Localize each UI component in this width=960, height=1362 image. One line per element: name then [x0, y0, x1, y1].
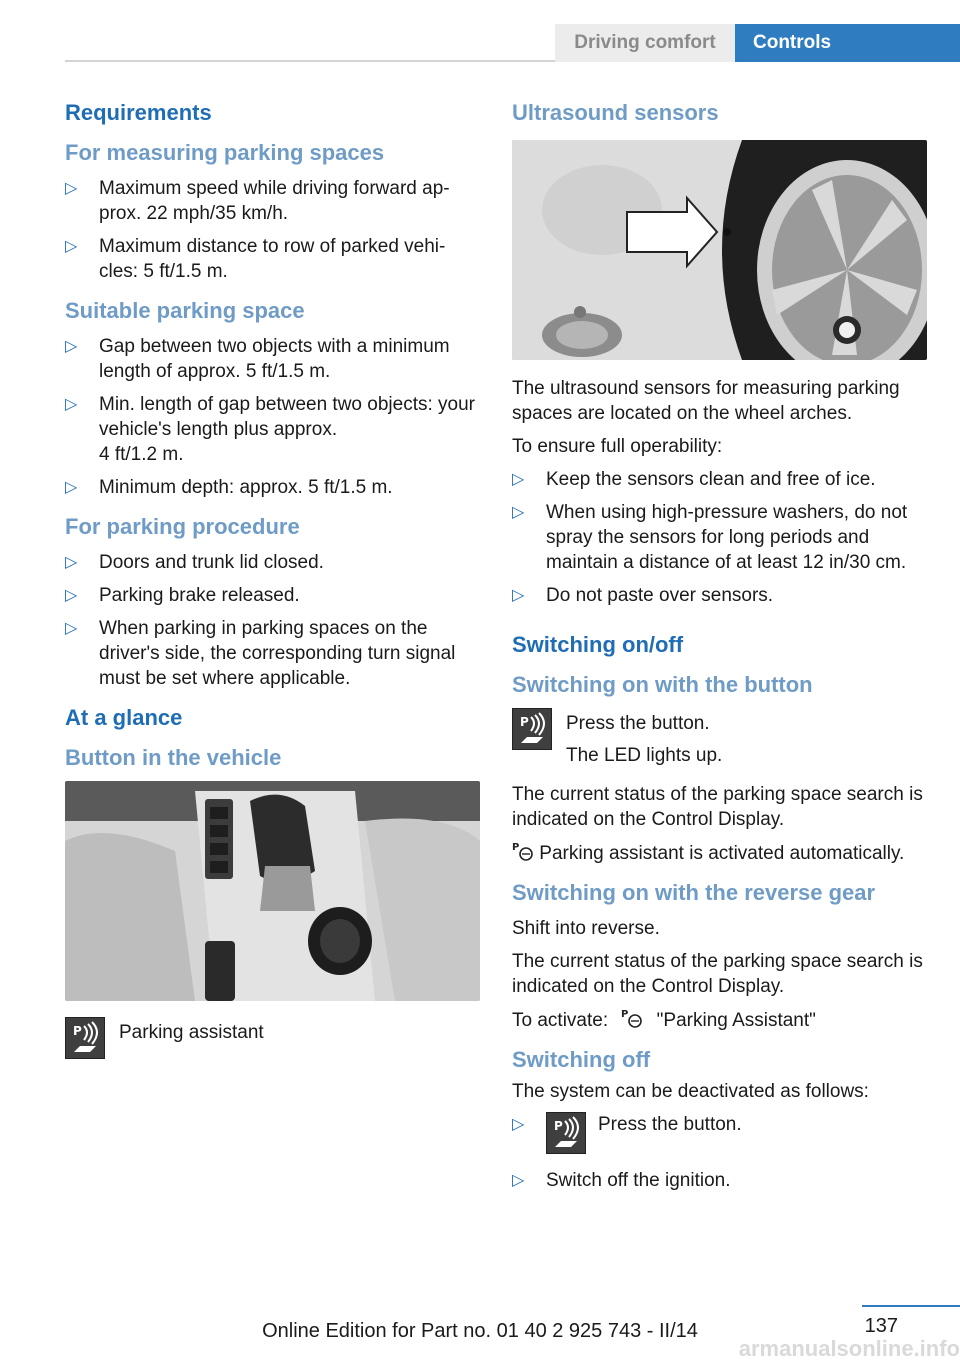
- header-section-tab: Driving comfort: [555, 24, 735, 62]
- status-paragraph-2: The current status of the parking space search is indicated on the Control Display.: [512, 951, 923, 997]
- list-item: ▷ Minimum depth: approx. 5 ft/1.5 m.: [65, 477, 393, 498]
- off-paragraph: The system can be deactivated as follows:: [512, 1081, 869, 1102]
- bullet-triangle-icon: ▷: [65, 238, 78, 255]
- caption-text: Parking assistant: [119, 1022, 264, 1043]
- heading-glance: At a glance: [65, 705, 183, 730]
- wheel-arch-photo: [512, 140, 927, 360]
- footer-rule: [862, 1305, 960, 1307]
- list-item: ▷ When parking in parking spaces on the driver's side, the corresponding turn signal must be set where applicable.: [65, 618, 456, 689]
- bullet-triangle-icon: ▷: [65, 554, 78, 571]
- watermark: armanualsonline.info: [738, 1336, 960, 1361]
- center-console-photo: [65, 781, 480, 1001]
- heading-measuring: For measuring parking spaces: [65, 140, 385, 165]
- heading-switch-button: Switching on with the button: [512, 672, 813, 697]
- parking-assistant-button-icon: [546, 1112, 586, 1154]
- measuring-list: [65, 176, 480, 284]
- svg-text:P: P: [621, 1009, 629, 1020]
- left-column: [65, 100, 480, 1073]
- svg-text:P: P: [73, 1024, 82, 1038]
- bullet-triangle-icon: ▷: [65, 620, 78, 637]
- bullet-triangle-icon: ▷: [65, 180, 78, 197]
- svg-text:P: P: [520, 715, 529, 729]
- parking-assistant-display-icon: [512, 840, 534, 862]
- ultrasound-list: [512, 467, 930, 608]
- to-activate-row: To activate: P "Parking Assistant": [512, 1009, 816, 1031]
- list-item: ▷ Maximum speed while driving forward ap- prox. 22 mph/35 km/h.: [65, 178, 450, 224]
- list-item: ▷ Gap between two objects with a minimum length of approx. 5 ft/1.5 m.: [65, 336, 450, 382]
- heading-ultrasound: Ultrasound sensors: [512, 100, 719, 125]
- procedure-list: [65, 550, 480, 691]
- heading-button-vehicle: Button in the vehicle: [65, 745, 282, 770]
- off-list: [512, 1112, 930, 1193]
- heading-reverse: Switching on with the reverse gear: [512, 880, 876, 905]
- bullet-triangle-icon: ▷: [65, 479, 78, 496]
- bullet-triangle-icon: ▷: [512, 1172, 525, 1189]
- list-item: ▷ Doors and trunk lid closed.: [65, 552, 324, 573]
- auto-activated-text: Parking assistant is activated automatically.: [539, 843, 905, 864]
- list-item: ▷ Maximum distance to row of parked vehi- cles: 5 ft/1.5 m.: [65, 236, 446, 282]
- parking-assistant-button-icon: [512, 708, 552, 750]
- parking-assistant-menu-label: "Parking Assistant": [656, 1010, 816, 1031]
- list-item: ▷ Do not paste over sensors.: [512, 585, 774, 606]
- right-column: [512, 100, 930, 1207]
- parking-assistant-button-icon: [65, 1017, 105, 1059]
- heading-procedure: For parking procedure: [65, 514, 300, 539]
- bullet-triangle-icon: ▷: [512, 1116, 525, 1133]
- auto-activated-row: [512, 840, 930, 866]
- svg-text:P: P: [554, 1119, 563, 1133]
- list-item: ▷ Min. length of gap between two objects: your vehicle's length plus approx. 4 ft/1.2 m.: [65, 394, 476, 465]
- bullet-triangle-icon: ▷: [512, 471, 525, 488]
- press-button-row: [512, 708, 930, 772]
- parking-assistant-display-icon: [621, 1007, 643, 1029]
- ultrasound-paragraph: The ultrasound sensors for measuring parking spaces are located on the wheel arches.: [512, 378, 900, 424]
- list-item: ▷ Switch off the ignition.: [512, 1170, 731, 1191]
- heading-switching: Switching on/off: [512, 632, 684, 657]
- list-item: ▷ Parking brake released.: [65, 585, 300, 606]
- led-text: The LED lights up.: [566, 745, 723, 766]
- edition-text: Online Edition for Part no. 01 40 2 925 743 - II/14: [262, 1320, 698, 1342]
- bullet-triangle-icon: ▷: [512, 587, 525, 604]
- list-item: ▷ When using high-pressure washers, do not spray the sensors for long periods and maintain a distance of at least 12 in/30 cm.: [512, 502, 908, 573]
- operability-paragraph: To ensure full operability:: [512, 436, 723, 457]
- heading-off: Switching off: [512, 1047, 651, 1072]
- bullet-triangle-icon: ▷: [65, 338, 78, 355]
- list-item: ▷ Keep the sensors clean and free of ice.: [512, 469, 876, 490]
- page-number: 137: [864, 1315, 898, 1337]
- heading-suitable: Suitable parking space: [65, 298, 305, 323]
- bullet-triangle-icon: ▷: [65, 587, 78, 604]
- suitable-list: [65, 334, 480, 500]
- parking-assistant-caption: [65, 1017, 480, 1059]
- svg-text:P: P: [512, 842, 520, 853]
- shift-reverse-text: Shift into reverse.: [512, 918, 660, 939]
- press-button-text: Press the button.: [566, 713, 710, 734]
- bullet-triangle-icon: ▷: [65, 396, 78, 413]
- heading-requirements: Requirements: [65, 100, 212, 125]
- list-item: ▷ P Press the button.: [512, 1112, 930, 1154]
- status-paragraph: The current status of the parking space search is indicated on the Control Display.: [512, 784, 923, 830]
- bullet-triangle-icon: ▷: [512, 504, 525, 521]
- header-chapter-tab: Controls: [735, 24, 960, 62]
